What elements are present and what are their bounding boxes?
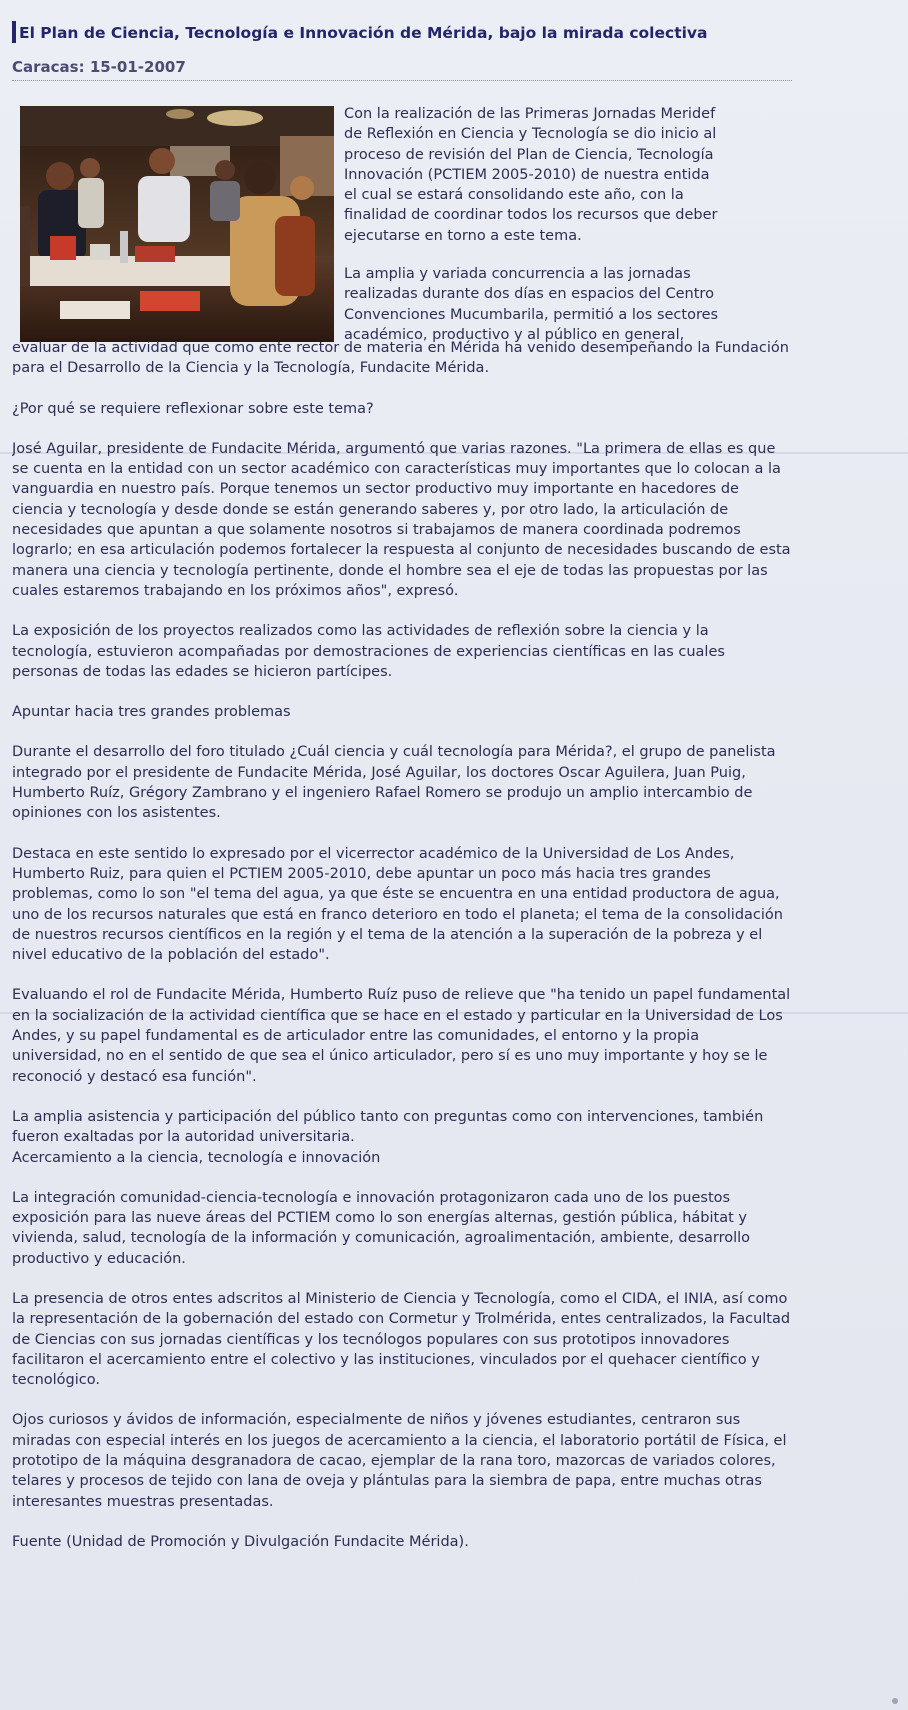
body-paragraph: José Aguilar, presidente de Fundacite Mérida, argumentó que varias razones. "La primera de ellas es que se cuenta en la entidad con un sector académico con características muy importantes que lo colocan a la vanguardia en nuestro país. Porque tenemos un sector productivo muy importante en hacedores de ciencia y tecnología y desde donde se están generando saberes y, por otro lado, la articulación de necesidades que apuntan a que solamente nosotros si trabajamos de manera coordinada podremos lograrlo; en esa articulación podemos fortalecer la respuesta al conjunto de necesidades buscando de esta manera una ciencia y tecnología pertinente, donde el hombre sea el eje de todas las propuestas por las cuales estaremos trabajando en los próximos años", expresó. <box>12 440 791 599</box>
intro-line: Con la realización de las Primeras Jornadas Meridef <box>344 106 716 122</box>
intro-line: ejecutarse en torno a este tema. <box>344 227 582 244</box>
intro-paragraph <box>344 264 790 345</box>
body-paragraph: La integración comunidad-ciencia-tecnología e innovación protagonizaron cada uno de los puestos exposición para las nueve áreas del PCTIEM como lo son energías alternas, gestión pública, hábitat y vivienda, salud, tecnología de la información y comunicación, agroalimentación, ambiente, desarrollo productivo y educación. <box>12 1189 751 1267</box>
dotted-divider <box>12 80 792 81</box>
body-paragraph: La exposición de los proyectos realizados como las actividades de reflexión sobre la ciencia y la tecnología, estuvieron acompañadas por demostraciones de experiencias científicas en las cuales personas de todas las edades se hicieron partícipes. <box>12 623 725 680</box>
source-credit: Fuente (Unidad de Promoción y Divulgación Fundacite Mérida). <box>12 1533 469 1550</box>
event-photo-icon <box>20 106 334 342</box>
subheading: Acercamiento a la ciencia, tecnología e innovación <box>12 1149 381 1166</box>
scan-artifact <box>892 1698 898 1704</box>
dateline: Caracas: 15-01-2007 <box>12 58 186 76</box>
intro-line: el cual se estará consolidando este año, con la <box>344 187 684 204</box>
body-paragraph: La amplia asistencia y participación del público tanto con preguntas como con intervenciones, también fueron exaltadas por la autoridad universitaria. <box>12 1108 764 1146</box>
intro-line: proceso de revisión del Plan de Ciencia, Tecnología <box>344 146 714 163</box>
intro-line: finalidad de coordinar todos los recursos que deber <box>344 207 718 224</box>
body-paragraph: Evaluando el rol de Fundacite Mérida, Humberto Ruíz puso de relieve que "ha tenido un papel fundamental en la socialización de la actividad científica que se hace en el estado y particular en la Universidad de Los Andes, y su papel fundamental es de articulador entre las comunidades, el entorno y la propia universidad, no en el sentido de que sea el único articulador, pero sí es uno muy importante y hoy se le reconoció y destacó esa función". <box>12 987 791 1085</box>
body-paragraph: Durante el desarrollo del foro titulado ¿Cuál ciencia y cuál tecnología para Mérida?, el grupo de panelista integrado por el presidente de Fundacite Mérida, José Aguilar, los doctores Oscar Aguilera, Juan Puig, Humberto Ruíz, Grégory Zambrano y el ingeniero Rafael Romero se produjo un amplio intercambio de opiniones con los asistentes. <box>12 744 776 822</box>
intro-text <box>344 104 790 363</box>
intro-line: Convenciones Mucumbarila, permitió a los sectores <box>344 306 719 323</box>
intro-line: académico, productivo y al público en general, <box>344 326 685 343</box>
intro-line: Innovación (PCTIEM 2005-2010) de nuestra entida <box>344 166 710 183</box>
subheading: ¿Por qué se requiere reflexionar sobre este tema? <box>12 400 374 417</box>
article-title-text: El Plan de Ciencia, Tecnología e Innovación de Mérida, bajo la mirada colectiva <box>19 24 708 42</box>
intro-line: de Reflexión en Ciencia y Tecnología se dio inicio al <box>344 126 717 143</box>
body-paragraph: evaluar de la actividad que como ente rector de materia en Mérida ha venido desempeñando la Fundación para el Desarrollo de la Ciencia y la Tecnología, Fundacite Mérida. <box>12 340 789 377</box>
intro-line: realizadas durante dos días en espacios del Centro <box>344 286 714 303</box>
event-photo <box>20 106 334 342</box>
subheading: Apuntar hacia tres grandes problemas <box>12 704 291 721</box>
body-paragraph: Ojos curiosos y ávidos de información, especialmente de niños y jóvenes estudiantes, centraron sus miradas con especial interés en los juegos de acercamiento a la ciencia, el laboratorio portátil de Física, el prototipo de la máquina desgranadora de cacao, ejemplar de la rana toro, mazorcas de variados colores, telares y procesos de tejido con lana de oveja y plántulas para la siembra de papa, entre muchas otras interesantes muestras presentadas. <box>12 1412 787 1510</box>
title-accent-bar <box>12 21 16 43</box>
body-paragraph: La presencia de otros entes adscritos al Ministerio de Ciencia y Tecnología, como el CIDA, el INIA, así como la representación de la gobernación del estado con Cormetur y Trolmérida, entes centralizados, la Facultad de Ciencias con sus jornadas científicas y los tecnólogos populares con sus prototipos innovadores facilitaron el acercamiento entre el colectivo y las instituciones, vinculados por el quehacer científico y tecnológico. <box>12 1290 791 1389</box>
article-body <box>12 338 792 1572</box>
intro-line: La amplia y variada concurrencia a las jornadas <box>344 266 691 283</box>
article-title <box>12 18 902 48</box>
body-paragraph: Destaca en este sentido lo expresado por el vicerrector académico de la Universidad de Los Andes, Humberto Ruiz, para quien el PCTIEM 2005-2010, debe apuntar un poco más hacia tres grandes problemas, como lo son "el tema del agua, ya que éste se encuentra en una entidad productora de agua, uno de los recursos naturales que está en franco deterioro en todo el planeta; el tema de la consolidación de nuestros recursos científicos en la región y el tema de la atención a la superación de la pobreza y el nivel educativo de la población del estado". <box>12 845 783 964</box>
intro-paragraph <box>344 104 790 246</box>
